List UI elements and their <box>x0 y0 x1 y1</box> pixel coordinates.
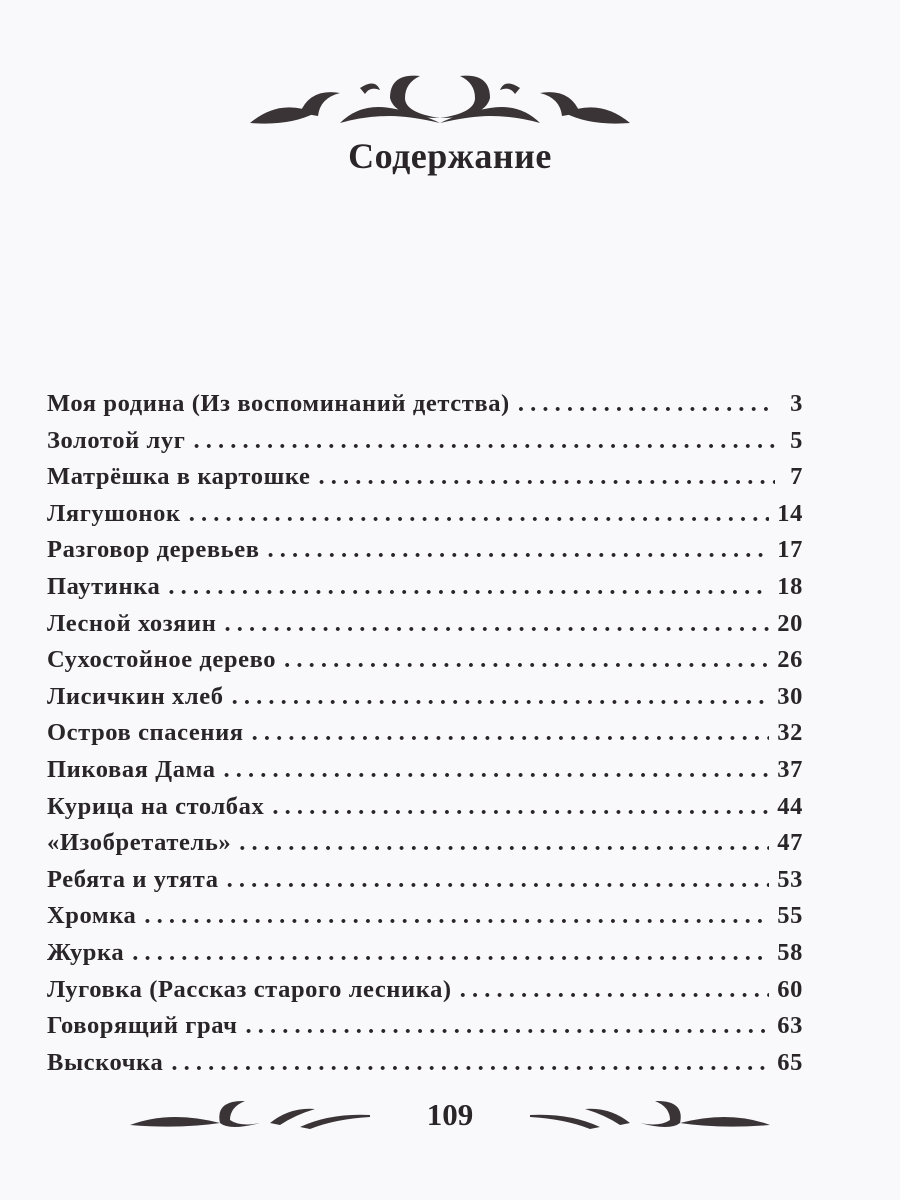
dot-leader <box>224 610 769 638</box>
toc-entry-title: Сухостойное дерево <box>47 646 277 674</box>
toc-entry <box>47 793 803 830</box>
toc-entry-page: 55 <box>777 902 803 930</box>
toc-entry-title: Золотой луг <box>47 426 186 454</box>
dot-leader <box>171 1049 769 1077</box>
toc-entry <box>47 866 803 903</box>
toc-entry <box>47 536 803 573</box>
toc-entry <box>47 719 803 756</box>
toc-entry-title: Луговка (Рассказ старого лесника) <box>47 975 452 1003</box>
dot-leader <box>224 756 770 784</box>
toc-entry-page: 65 <box>777 1048 803 1076</box>
toc-entry <box>47 939 803 976</box>
toc-entry <box>47 829 803 866</box>
toc-entry-page: 17 <box>777 536 803 564</box>
toc-entry-title: Выскочка <box>47 1048 164 1076</box>
dot-leader <box>227 866 770 894</box>
dot-leader <box>272 793 769 821</box>
toc-entry-title: Ребята и утята <box>47 865 219 893</box>
toc-entry <box>47 1012 803 1049</box>
dot-leader <box>246 1012 770 1040</box>
toc-entry-page: 20 <box>777 609 803 637</box>
toc-entry-page: 3 <box>790 390 803 417</box>
dot-leader <box>193 427 775 455</box>
dot-leader <box>284 646 769 674</box>
dot-leader <box>144 902 769 930</box>
toc-entry-page: 30 <box>777 682 803 710</box>
toc-entry-page: 32 <box>777 719 803 747</box>
toc-entry-title: Матрёшка в картошке <box>47 463 311 491</box>
toc-entry-title: Курица на столбах <box>47 792 265 820</box>
toc-entry <box>47 427 803 464</box>
toc-entry-page: 58 <box>777 938 803 966</box>
toc-entry-title: Разговор деревьев <box>47 536 260 564</box>
toc-entry-title: Паутинка <box>47 572 161 600</box>
dot-leader <box>239 829 769 857</box>
toc-entry-page: 60 <box>777 975 803 1003</box>
dot-leader <box>268 536 770 564</box>
dot-leader <box>168 573 769 601</box>
toc-entry <box>47 463 803 500</box>
page-number-container <box>0 1097 900 1133</box>
dot-leader <box>252 719 770 747</box>
toc-entry-page: 44 <box>777 792 803 820</box>
dot-leader <box>460 976 770 1004</box>
page-title: Содержание <box>348 136 552 176</box>
dot-leader <box>132 939 769 967</box>
toc-entry <box>47 976 803 1013</box>
toc-entry-page: 26 <box>777 646 803 674</box>
toc-entry-title: Пиковая Дама <box>47 755 216 783</box>
toc-entry-page: 47 <box>777 829 803 857</box>
toc-entry <box>47 756 803 793</box>
toc-entry-title: Лисичкин хлеб <box>47 682 224 710</box>
toc-entry <box>47 902 803 939</box>
dot-leader <box>189 500 770 528</box>
toc-entry-title: Остров спасения <box>47 719 244 747</box>
toc-entry-page: 5 <box>790 426 803 454</box>
toc-entry <box>47 1049 803 1086</box>
toc-entry-title: Хромка <box>47 902 137 930</box>
toc-entry-page: 14 <box>777 499 803 527</box>
toc-entry <box>47 683 803 720</box>
page-number: 109 <box>423 1097 478 1132</box>
toc-entry-page: 63 <box>777 1012 803 1040</box>
toc-entry-title: Журка <box>47 938 125 966</box>
table-of-contents <box>47 390 803 1085</box>
toc-entry-title: «Изобретатель» <box>47 829 232 857</box>
toc-entry <box>47 573 803 610</box>
toc-entry-page: 53 <box>777 865 803 893</box>
toc-entry-title: Лесной хозяин <box>47 609 217 637</box>
top-ornament-icon <box>240 68 640 138</box>
toc-entry-title: Лягушонок <box>47 499 181 527</box>
toc-entry <box>47 610 803 647</box>
toc-entry-page: 37 <box>777 755 803 783</box>
toc-entry <box>47 646 803 683</box>
toc-entry-page: 7 <box>790 463 803 491</box>
toc-entry <box>47 500 803 537</box>
toc-entry-title: Моя родина (Из воспоминаний детства) <box>47 390 510 417</box>
toc-entry-page: 18 <box>777 572 803 600</box>
toc-entry <box>47 390 803 427</box>
dot-leader <box>318 463 775 491</box>
dot-leader <box>518 390 775 418</box>
dot-leader <box>232 683 770 711</box>
toc-entry-title: Говорящий грач <box>47 1012 238 1040</box>
